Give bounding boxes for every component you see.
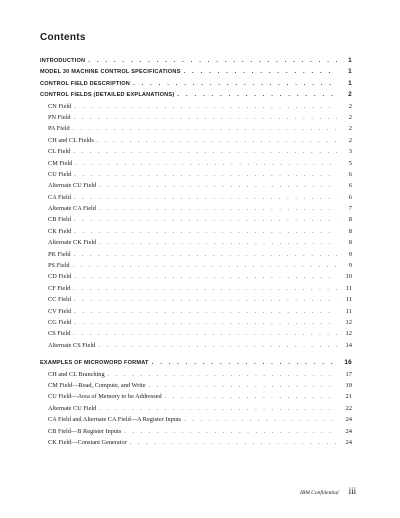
toc-entry-page: 12	[345, 318, 352, 326]
toc-entry-page: 11	[345, 307, 352, 315]
contents-heading: Contents	[40, 32, 86, 43]
toc-entry-label: PN Field	[48, 113, 71, 121]
dot-leader	[74, 272, 337, 283]
dot-leader	[73, 329, 337, 340]
toc-entry-page: 2	[348, 125, 352, 133]
toc-entry	[40, 340, 352, 351]
dot-leader	[97, 136, 337, 147]
toc-entry	[40, 89, 352, 100]
toc-entry	[40, 180, 352, 191]
toc-entry-label: CM Field	[48, 159, 73, 167]
toc-entry-page: 8	[348, 216, 352, 224]
toc-entry-page: 2	[348, 113, 352, 121]
toc-entry-page: 17	[345, 370, 352, 378]
toc-entry	[40, 169, 352, 180]
dot-leader	[98, 341, 337, 352]
dot-leader	[99, 204, 337, 215]
dot-leader	[74, 113, 337, 124]
dot-leader	[74, 193, 337, 204]
toc-entry-label: CK Field—Constant Generator	[48, 438, 127, 446]
toc-entry-page: 9	[348, 262, 352, 270]
toc-entry	[40, 403, 352, 414]
toc-entry-page: 6	[348, 182, 352, 190]
toc-entry	[40, 380, 352, 391]
dot-leader	[88, 56, 337, 67]
toc-entry	[40, 55, 352, 66]
toc-entry	[40, 328, 352, 339]
toc-entry-page: 10	[345, 273, 352, 281]
dot-leader	[130, 438, 337, 449]
toc-entry-label: CB Field	[48, 216, 71, 224]
toc-entry-label: CC Field	[48, 296, 71, 304]
toc-entry-page: 1	[348, 68, 352, 76]
dot-leader	[124, 427, 337, 438]
toc-entry-label: CD Field	[48, 273, 72, 281]
toc-entry	[40, 237, 352, 248]
dot-leader	[73, 284, 337, 295]
toc-entry	[40, 146, 352, 157]
toc-entry-page: 1	[348, 57, 352, 64]
toc-entry-label: CU Field	[48, 170, 72, 178]
toc-entry-page: 11	[345, 296, 352, 304]
toc-entry	[40, 426, 352, 437]
dot-leader	[177, 90, 337, 101]
toc-entry-page: 24	[345, 416, 352, 424]
toc-entry	[40, 192, 352, 203]
toc-entry	[40, 437, 352, 448]
dot-leader	[99, 238, 337, 249]
dot-leader	[74, 307, 337, 318]
toc-entry-page: 19	[345, 381, 352, 389]
dot-leader	[184, 415, 337, 426]
toc-entry	[40, 214, 352, 225]
toc-entry-page: 2	[348, 91, 352, 99]
toc-entry-label: Alternate CS Field	[48, 341, 96, 349]
dot-leader	[75, 159, 337, 170]
confidential-label: IBM Confidential	[300, 490, 339, 496]
toc-entry	[40, 112, 352, 123]
toc-entry-label: Alternate CK Field	[48, 239, 97, 247]
toc-entry-label: CN Field	[48, 102, 72, 110]
toc-entry	[40, 283, 352, 294]
dot-leader	[74, 295, 337, 306]
toc-entry-label: CH and CL Fields	[48, 136, 94, 144]
toc-entry-label: CA Field	[48, 193, 71, 201]
toc-entry	[40, 391, 352, 402]
toc-entry	[40, 123, 352, 134]
toc-entry	[40, 260, 352, 271]
dot-leader	[74, 227, 337, 238]
toc-entry-label: CU Field—Area of Memory to be Addressed	[48, 393, 162, 401]
toc-entry-page: 2	[348, 102, 352, 110]
toc-entry	[40, 249, 352, 260]
toc-entry-label: Alternate CA Field	[48, 205, 96, 213]
toc-entry-page: 1	[348, 79, 352, 87]
toc-entry	[40, 203, 352, 214]
toc-entry-label: CA Field and Alternate CA Field—A Register Inputs	[48, 416, 182, 424]
toc-entry	[40, 101, 352, 112]
toc-entry-page: 2	[348, 136, 352, 144]
toc-entry-page: 8	[348, 227, 352, 235]
dot-leader	[74, 215, 337, 226]
toc-entry-page: 21	[345, 393, 352, 401]
toc-entry-page: 7	[348, 205, 352, 213]
toc-entry	[40, 357, 352, 368]
dot-leader	[73, 124, 337, 135]
dot-leader	[99, 181, 337, 192]
toc-entry-label: CK Field	[48, 227, 72, 235]
toc-entry-page: 24	[345, 438, 352, 446]
dot-leader	[152, 358, 337, 369]
toc-entry	[40, 226, 352, 237]
toc-entry-label: CONTROL FIELD DESCRIPTION	[40, 80, 131, 87]
toc-entry	[40, 369, 352, 380]
toc-entry-label: PA Field	[48, 125, 70, 133]
toc-entry-label: INTRODUCTION	[40, 58, 86, 64]
toc-entry-label: PS Field	[48, 262, 70, 270]
toc-entry-page: 6	[348, 193, 352, 201]
dot-leader	[74, 170, 337, 181]
toc-entry-label: CH and CL Branching	[48, 370, 105, 378]
toc-entry-page: 22	[345, 404, 352, 412]
toc-entry	[40, 78, 352, 89]
toc-entry	[40, 135, 352, 146]
toc-entry-page: 5	[348, 159, 352, 167]
toc-entry-label: CG Field	[48, 318, 72, 326]
toc-entry-page: 3	[348, 148, 352, 156]
dot-leader	[184, 67, 337, 78]
toc-entry-label: PK Field	[48, 250, 71, 258]
toc-entry-label: CS Field	[48, 330, 71, 338]
toc-entry-page: 14	[345, 341, 352, 349]
dot-leader	[74, 318, 337, 329]
toc-entry	[40, 271, 352, 282]
toc-entry-label: CONTROL FIELDS (DETAILED EXPLANATIONS)	[40, 92, 175, 99]
toc-entry	[40, 294, 352, 305]
toc-entry-page: 6	[348, 170, 352, 178]
toc-entry-page: 12	[345, 330, 352, 338]
toc-entry-label: MODEL 30 MACHINE CONTROL SPECIFICATIONS	[40, 69, 181, 76]
dot-leader	[133, 79, 337, 90]
toc-entry-label: CL Field	[48, 148, 71, 156]
toc-entry-label: CB Field—B Register Inputs	[48, 427, 122, 435]
dot-leader	[165, 392, 337, 403]
toc-entry-label: Alternate CU Field	[48, 182, 97, 190]
toc-entry-page: 9	[348, 250, 352, 258]
page-footer	[300, 486, 356, 496]
toc-entry-page: 8	[348, 239, 352, 247]
toc-entry	[40, 317, 352, 328]
toc-entry-page: 16	[344, 359, 352, 367]
toc-entry-label: CM Field—Read, Compute, and Write	[48, 381, 146, 389]
toc-entry	[40, 306, 352, 317]
dot-leader	[74, 250, 337, 261]
toc-entry-label: Alternate CU Field	[48, 404, 97, 412]
dot-leader	[74, 102, 337, 113]
toc-entry	[40, 158, 352, 169]
table-of-contents	[40, 55, 352, 448]
toc-entry-label: EXAMPLES OF MICROWORD FORMAT	[40, 360, 149, 367]
toc-entry-page: 24	[345, 427, 352, 435]
dot-leader	[73, 147, 337, 158]
dot-leader	[149, 381, 337, 392]
page-number: iii	[348, 486, 357, 496]
toc-entry-label: CF Field	[48, 284, 71, 292]
toc-entry-page: 11	[345, 284, 352, 292]
toc-entry	[40, 66, 352, 77]
toc-entry-label: CV Field	[48, 307, 72, 315]
dot-leader	[73, 261, 337, 272]
toc-entry	[40, 414, 352, 425]
